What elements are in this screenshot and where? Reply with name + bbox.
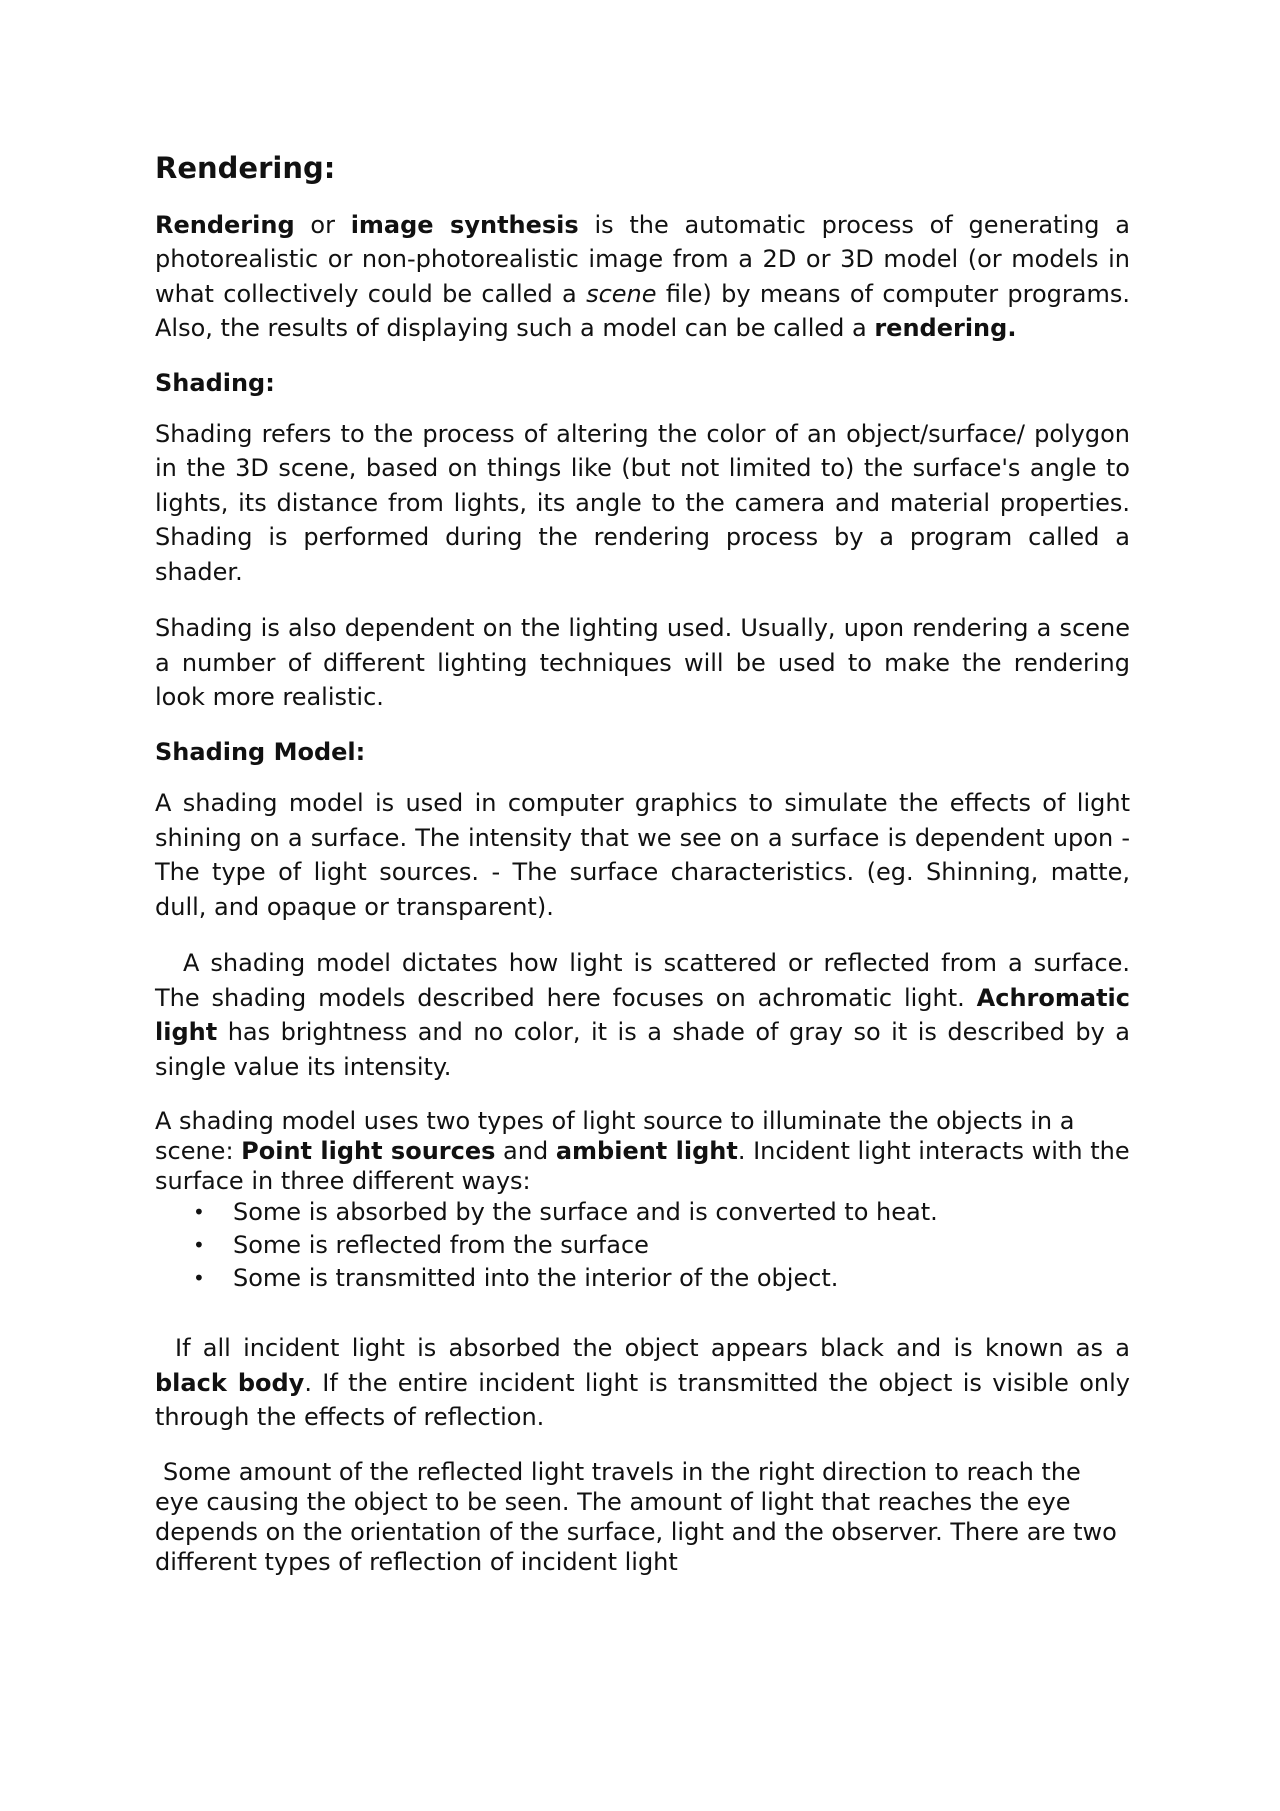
bullet-icon: • <box>193 1233 205 1258</box>
heading-shading-model: Shading Model: <box>155 737 366 766</box>
term-image-synthesis: image synthesis <box>350 210 579 239</box>
list-item <box>193 1196 1130 1229</box>
list-item-text: Some is transmitted into the interior of the object. <box>233 1264 839 1293</box>
paragraph-reflection: Some amount of the reflected light travels in the right direction to reach the eye causing the object to be seen. The amount of light that reaches the eye depends on the orientation of the surface, light and the observer. There are two different types of reflection of incident light <box>155 1457 1117 1576</box>
bullet-icon: • <box>193 1200 205 1225</box>
term-black-body: black body <box>155 1368 305 1397</box>
term-ambient-light: ambient light <box>555 1137 738 1166</box>
term-scene: scene <box>586 279 657 308</box>
paragraph-achromatic-light <box>155 946 1130 1084</box>
term-point-light-sources: Point light sources <box>241 1137 496 1166</box>
list-item-text: Some is absorbed by the surface and is converted to heat. <box>233 1198 938 1227</box>
text: has brightness and no color, it is a shade of gray so it is described by a single value its intensity. <box>155 1018 1130 1081</box>
paragraph-light-sources <box>155 1106 1130 1196</box>
paragraph-shading-definition: Shading refers to the process of altering the color of an object/surface/ polygon in the 3D scene, based on things like (but not limited to) the surface's angle to lights, its distance from lights, its angle to the camera and material properties. Shading is performed during the rendering process by a program called a shader. <box>155 419 1130 586</box>
text: and <box>495 1137 556 1166</box>
text: A shading model dictates how light is scattered or reflected from a surface. The shading models described here focuses on achromatic light. <box>155 949 1130 1012</box>
list-item-text: Some is reflected from the surface <box>233 1231 649 1260</box>
term-rendering: Rendering <box>155 210 295 239</box>
term-achromatic-light: Achromatic light <box>155 983 1130 1047</box>
paragraph-shading-lighting: Shading is also dependent on the lighting used. Usually, upon rendering a scene a number of different lighting techniques will be used to make the rendering look more realistic. <box>155 614 1130 712</box>
bullet-icon: • <box>193 1266 205 1291</box>
text: If all incident light is absorbed the object appears black and is known as a <box>175 1334 1130 1363</box>
text: . If the entire incident light is transmitted the object is visible only through the effects of reflection. <box>155 1368 1130 1432</box>
text: file) by means of computer programs. Also, the results of displaying such a model can be called a <box>155 279 1130 343</box>
text: is the automatic process of generating a photorealistic or non-photorealistic image from a 2D or 3D model (or models in what collectively could be called a <box>155 210 1130 308</box>
paragraph-rendering-definition <box>155 208 1130 346</box>
list-item <box>193 1229 1130 1262</box>
paragraph-black-body <box>155 1331 1130 1435</box>
heading-shading: Shading: <box>155 368 275 397</box>
bullet-list-interactions <box>155 1196 1130 1295</box>
text: A shading model uses two types of light source to illuminate the objects in a scene: <box>155 1107 1075 1166</box>
text: . Incident light interacts with the surface in three different ways: <box>155 1137 1130 1196</box>
term-rendering-result: rendering. <box>874 314 1017 343</box>
document-page <box>155 150 1130 1599</box>
text: or <box>294 210 351 239</box>
paragraph-shading-model-intro: A shading model is used in computer graphics to simulate the effects of light shining on a surface. The intensity that we see on a surface is dependent upon - The type of light sources. - The surface characteristics. (eg. Shinning, matte, dull, and opaque or transparent). <box>155 789 1130 921</box>
list-item <box>193 1262 1130 1295</box>
heading-rendering: Rendering: <box>155 151 336 185</box>
